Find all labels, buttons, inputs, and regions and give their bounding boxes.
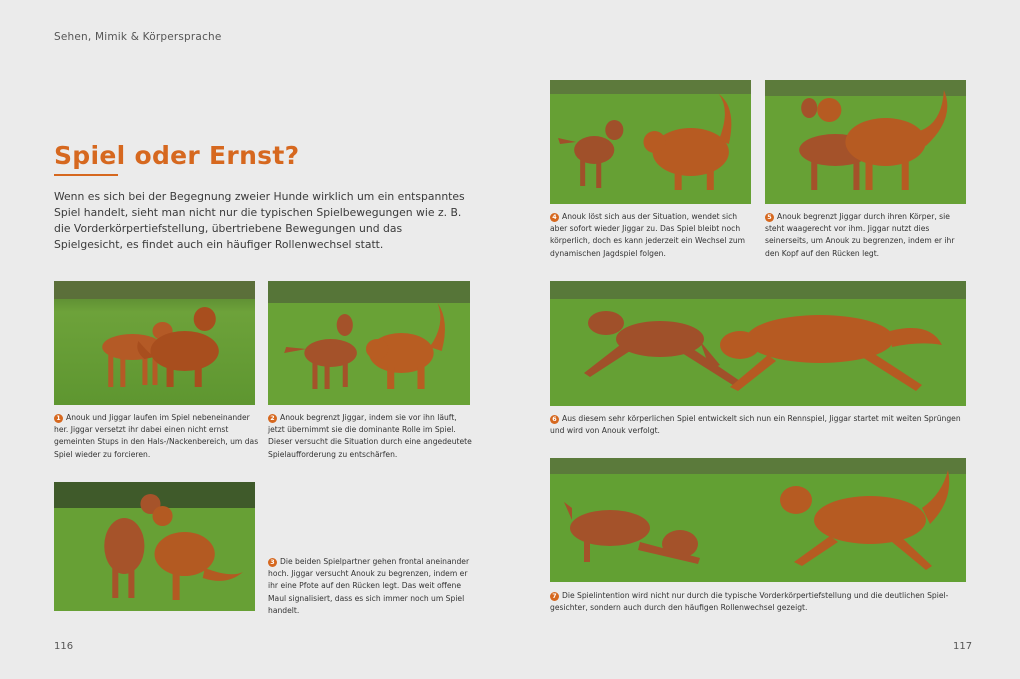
caption-number-1: 1 xyxy=(54,414,63,423)
page-number-right: 117 xyxy=(953,641,973,652)
photo-5 xyxy=(765,80,966,204)
caption-text-2: Anouk begrenzt Jiggar, indem sie vor ihn läuft, jetzt übernimmt sie die dominante Rolle im Spiel. Dieser versucht die Situation durch eine angedeutete Spielaufforderung zu entschärfen. xyxy=(268,413,472,459)
intro-paragraph: Wenn es sich bei der Begegnung zweier Hunde wirklich um ein entspanntes Spiel handelt, sieht man nicht nur die typischen Spielbewegungen wie z. B. die Vorderkörpertiefstellung, übertriebene Bewegungen und das Spielgesicht, es findet auch ein häufiger Rollenwechsel statt. xyxy=(54,190,465,251)
caption-number-6: 6 xyxy=(550,415,559,424)
title-underline xyxy=(54,174,118,176)
caption-text-5: Anouk begrenzt Jiggar durch ihren Körper, sie steht waagerecht vor ihm. Jiggar nutzt dies seinerseits, um Anouk zu begrenzen, indem er ihr den Kopf auf den Rücken legt. xyxy=(765,212,955,258)
section-header: Sehen, Mimik & Körpersprache xyxy=(54,31,222,43)
caption-4 xyxy=(550,211,752,260)
caption-number-5: 5 xyxy=(765,213,774,222)
photo-1 xyxy=(54,281,255,405)
page-number-left: 116 xyxy=(54,641,74,652)
photo-4 xyxy=(550,80,751,204)
caption-number-2: 2 xyxy=(268,414,277,423)
caption-3 xyxy=(268,556,474,617)
photo-2 xyxy=(268,281,470,405)
caption-text-4: Anouk löst sich aus der Situation, wendet sich aber sofort wieder Jiggar zu. Das Spiel bleibt noch körperlich, doch es kann jederzeit ein Wechsel zum dynamischen Jagdspiel folgen. xyxy=(550,212,746,258)
photo-7 xyxy=(550,458,966,582)
caption-number-7: 7 xyxy=(550,592,559,601)
caption-text-1: Anouk und Jiggar laufen im Spiel nebeneinander her. Jiggar versetzt ihr dabei einen nicht ernst gemeinten Stups in den Hals-/Nackenbereich, um das Spiel wieder zu forcieren. xyxy=(54,413,259,459)
photo-6 xyxy=(550,281,966,406)
photo-3 xyxy=(54,482,255,611)
caption-5 xyxy=(765,211,967,260)
caption-1 xyxy=(54,412,260,461)
page-title: Spiel oder Ernst? xyxy=(54,141,300,170)
caption-number-4: 4 xyxy=(550,213,559,222)
caption-number-3: 3 xyxy=(268,558,277,567)
caption-7 xyxy=(550,590,968,614)
caption-6 xyxy=(550,413,968,437)
caption-text-6: Aus diesem sehr körperlichen Spiel entwickelt sich nun ein Rennspiel, Jiggar startet mit weiten Sprüngen und wird von Anouk verfolgt. xyxy=(550,414,961,436)
caption-text-7: Die Spielintention wird nicht nur durch die typische Vorderkörpertiefstellung und die deutlichen Spielgesichter, sondern auch durch den häufigen Rollenwechsel gezeigt. xyxy=(550,591,949,613)
caption-2 xyxy=(268,412,474,461)
caption-text-3: Die beiden Spielpartner gehen frontal aneinander hoch. Jiggar versucht Anouk zu begrenzen, indem er ihr eine Pfote auf den Rücken legt. Das weit offene Maul signalisiert, dass es sich immer noch um Spiel handelt. xyxy=(268,557,470,615)
